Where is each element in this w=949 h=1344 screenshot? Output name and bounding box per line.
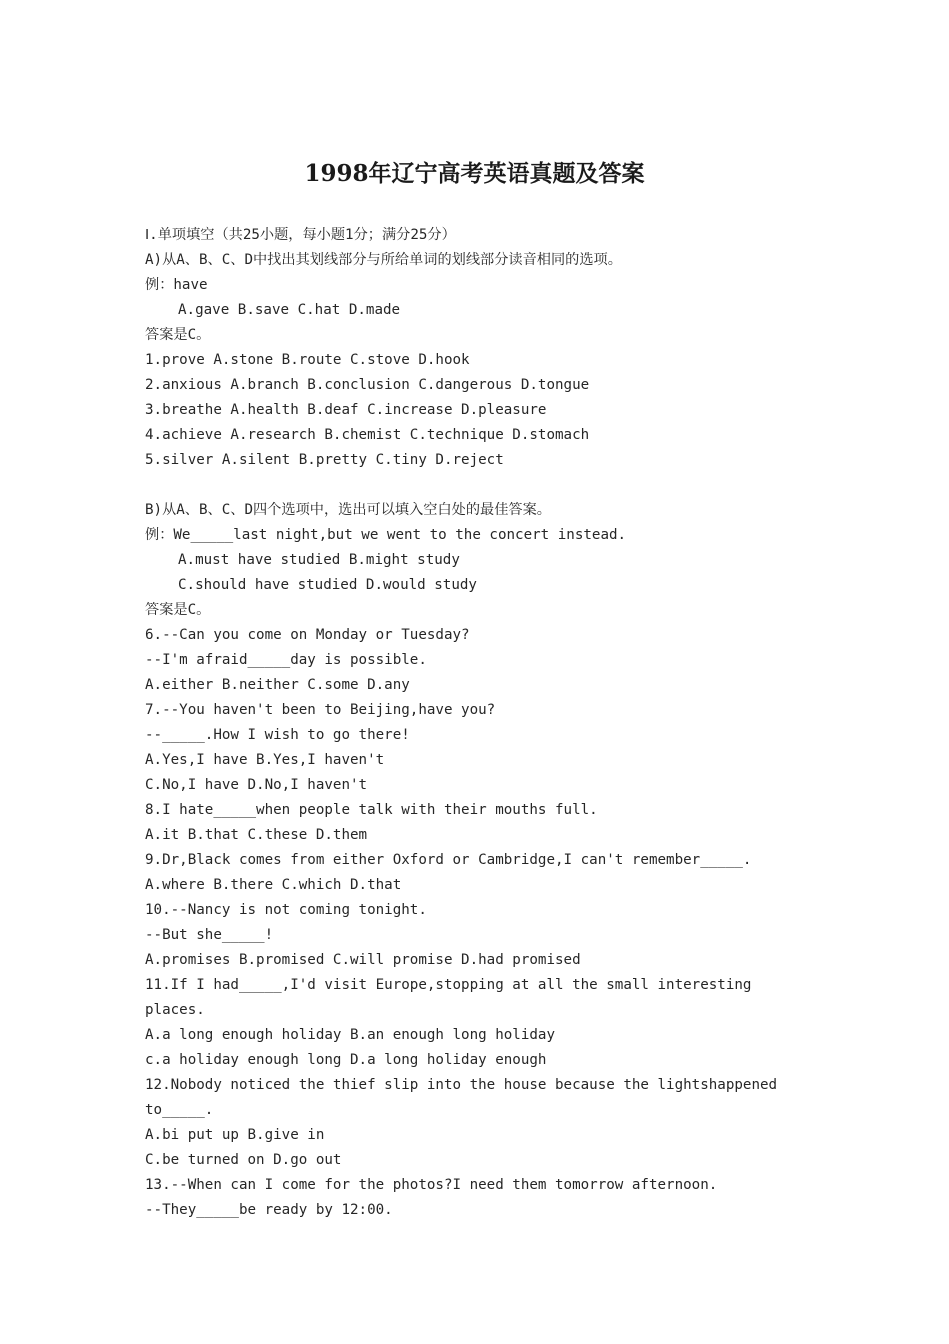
text-line: A.either B.neither C.some D.any [145, 677, 410, 693]
text-line: 5.silver A.silent B.pretty C.tiny D.reject [145, 452, 504, 468]
text-line: 8.I hate_____when people talk with their mouths full. [145, 802, 598, 818]
text-line: 10.--Nancy is not coming tonight. [145, 902, 427, 918]
text-line: 例：We_____last night,but we went to the concert instead. [145, 527, 627, 543]
text-line: places. [145, 1002, 205, 1018]
text-line: --_____.How I wish to go there! [145, 727, 410, 743]
page-title: 1998年辽宁高考英语真题及答案 [304, 160, 645, 187]
text-line: C.No,I have D.No,I haven't [145, 777, 368, 793]
text-line: 9.Dr,Black comes from either Oxford or Cambridge,I can't remember_____. [145, 852, 752, 868]
text-line: 2.anxious A.branch B.conclusion C.dangerous D.tongue [145, 377, 590, 393]
text-line: A.bi put up B.give in [145, 1127, 325, 1143]
text-line: 1.prove A.stone B.route C.stove D.hook [145, 352, 470, 368]
text-line: A.must have studied B.might study [178, 552, 460, 568]
document-body [145, 223, 825, 1223]
text-line: --They_____be ready by 12:00. [145, 1202, 393, 1218]
text-line: c.a holiday enough long D.a long holiday enough [145, 1052, 547, 1068]
text-line: 4.achieve A.research B.chemist C.technique D.stomach [145, 427, 590, 443]
text-line: 11.If I had_____,I'd visit Europe,stopping at all the small interesting [145, 977, 752, 993]
text-line: 答案是C。 [145, 327, 211, 343]
text-line: C.should have studied D.would study [178, 577, 477, 593]
text-line: --But she_____! [145, 927, 274, 943]
text-line: A.a long enough holiday B.an enough long holiday [145, 1027, 555, 1043]
text-line: A.it B.that C.these D.them [145, 827, 368, 843]
text-line: 13.--When can I come for the photos?I need them tomorrow afternoon. [145, 1177, 718, 1193]
text-line: Ⅰ.单项填空（共25小题，每小题1分；满分25分） [145, 227, 456, 243]
text-line: 例：have [145, 277, 208, 293]
text-line: 3.breathe A.health B.deaf C.increase D.pleasure [145, 402, 547, 418]
text-line: A.gave B.save C.hat D.made [178, 302, 401, 318]
text-line: A.where B.there C.which D.that [145, 877, 402, 893]
blank-line [145, 473, 825, 498]
text-line: 7.--You haven't been to Beijing,have you? [145, 702, 496, 718]
text-line: C.be turned on D.go out [145, 1152, 342, 1168]
text-line: to_____. [145, 1102, 214, 1118]
text-line: A.Yes,I have B.Yes,I haven't [145, 752, 385, 768]
text-line: --I'm afraid_____day is possible. [145, 652, 427, 668]
text-line: B)从A、B、C、D四个选项中，选出可以填入空白处的最佳答案。 [145, 502, 551, 518]
text-line: A.promises B.promised C.will promise D.had promised [145, 952, 581, 968]
text-line: 答案是C。 [145, 602, 211, 618]
text-line: 6.--Can you come on Monday or Tuesday? [145, 627, 470, 643]
text-line: 12.Nobody noticed the thief slip into the house because the lightshappened [145, 1077, 778, 1093]
text-line: A)从A、B、C、D中找出其划线部分与所给单词的划线部分读音相同的选项。 [145, 252, 622, 268]
